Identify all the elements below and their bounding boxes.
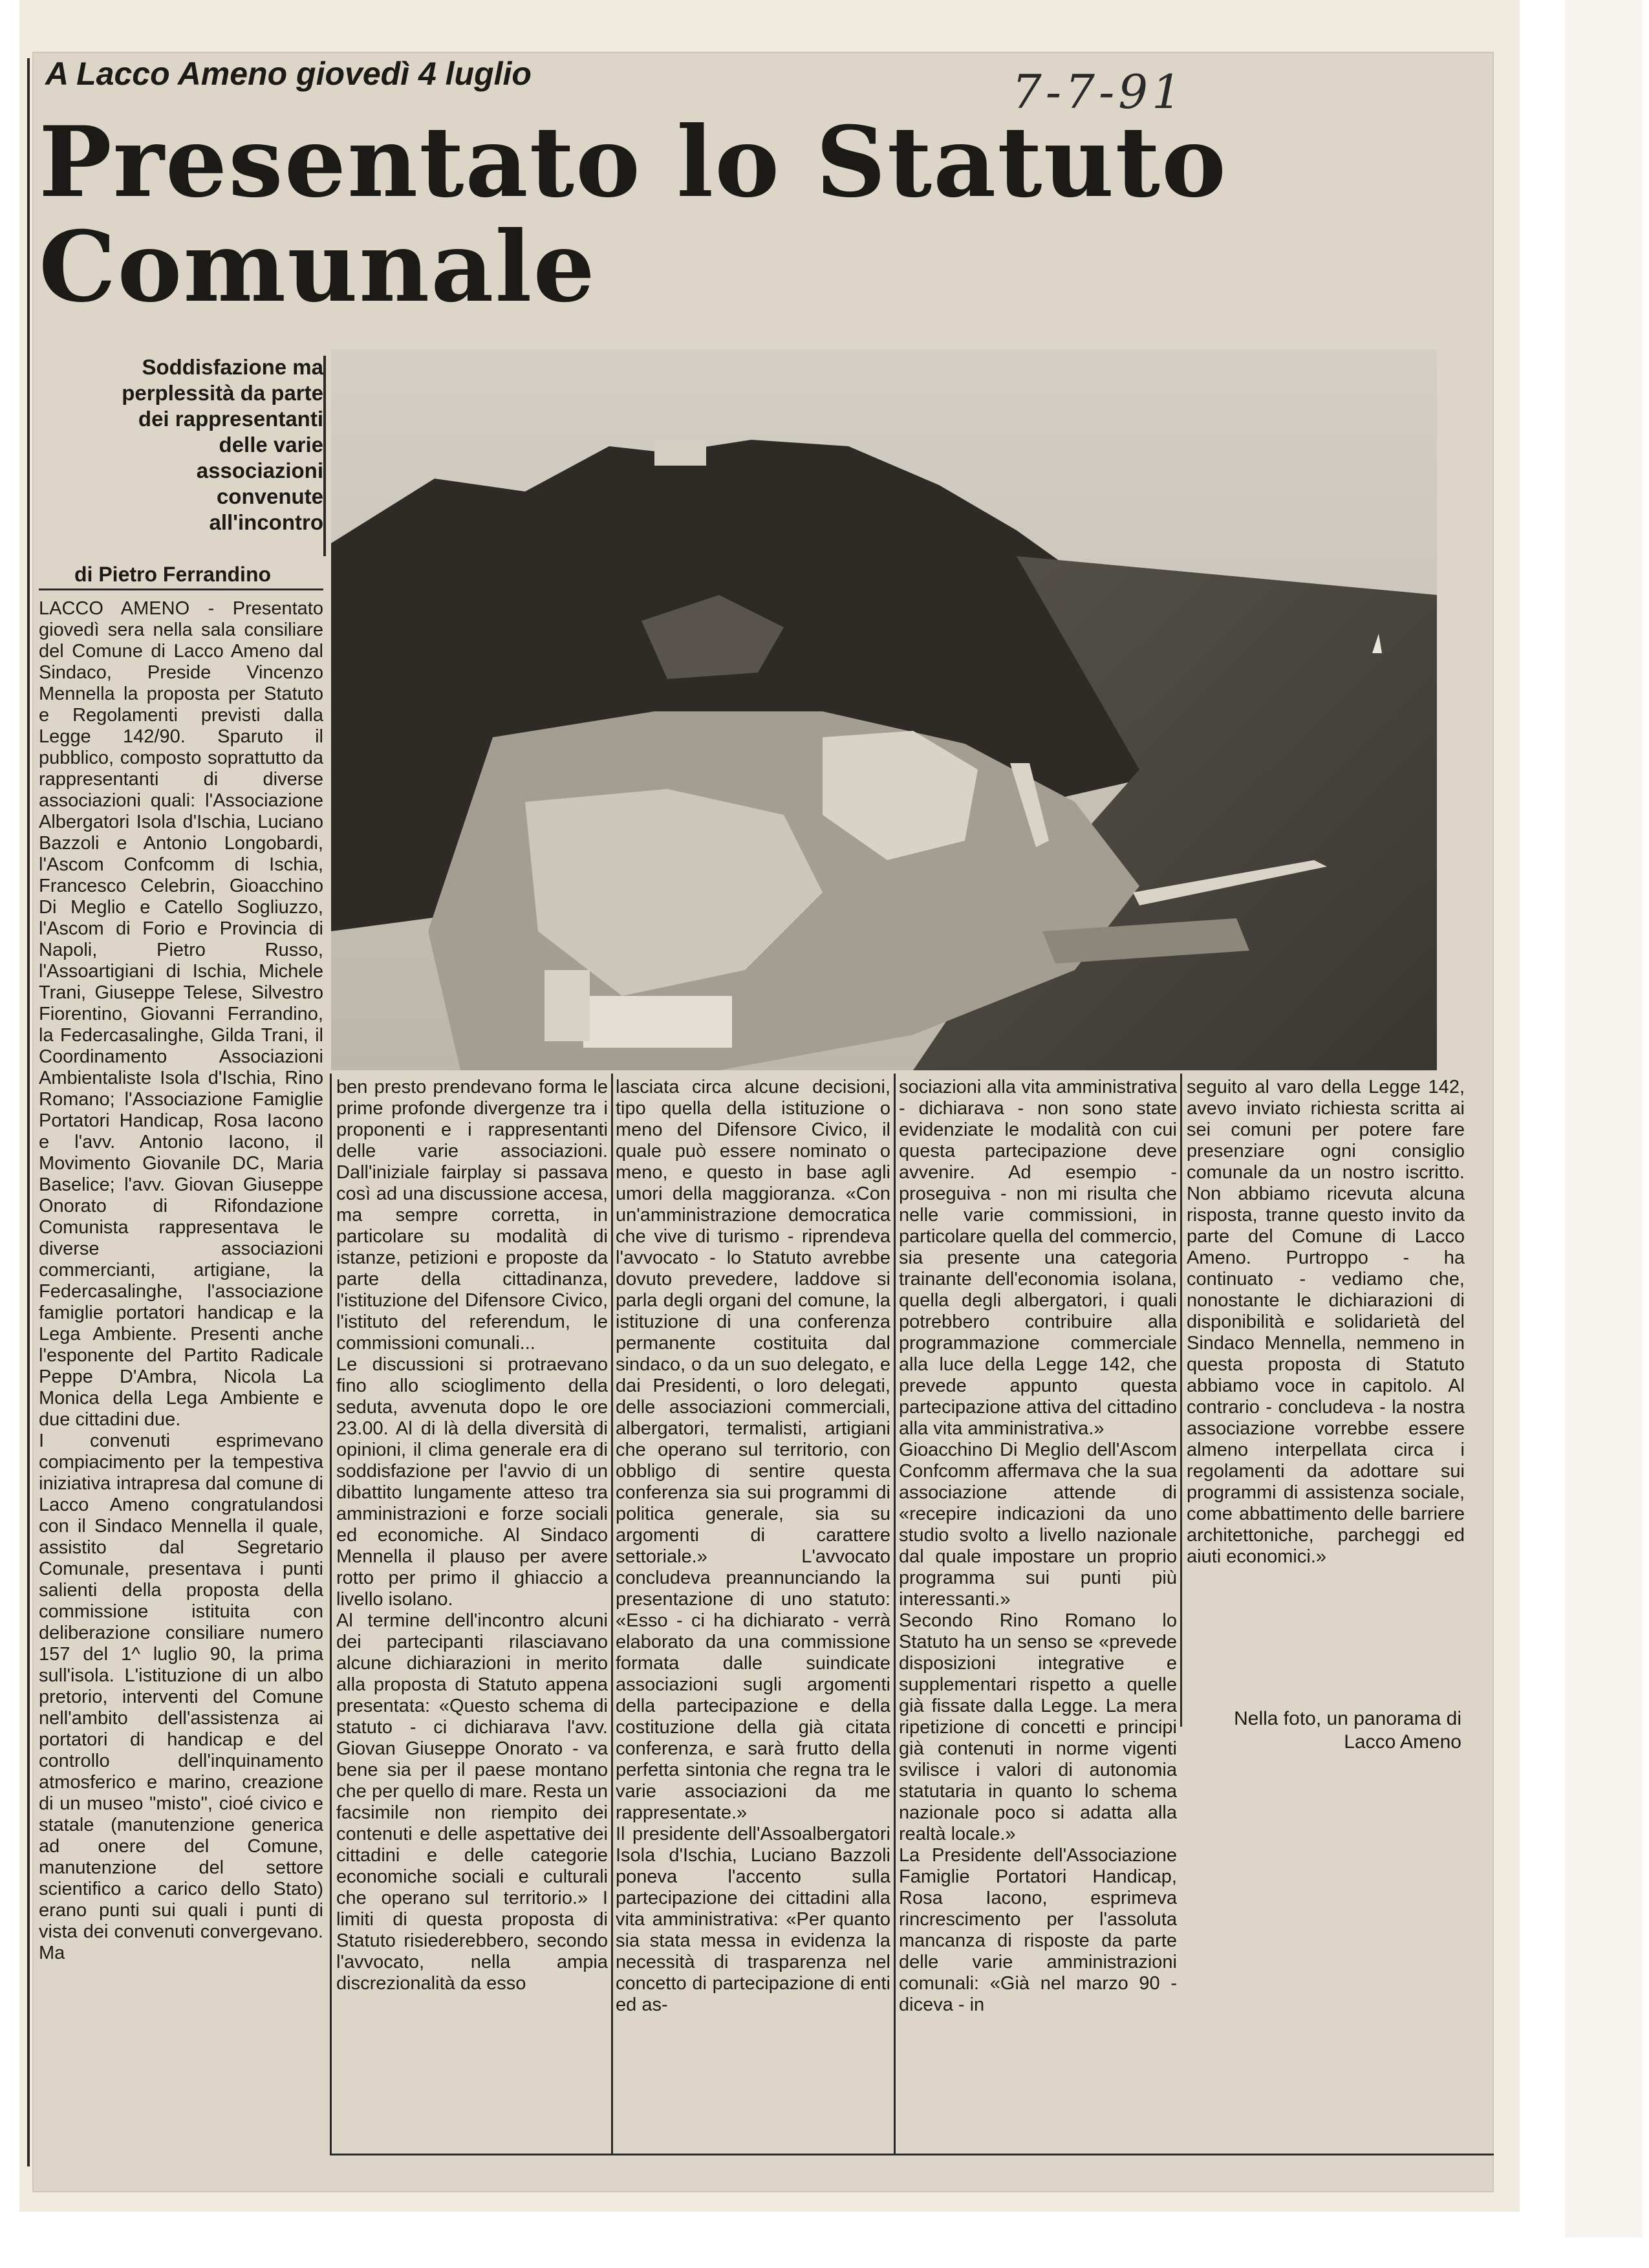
column-rule [611, 1074, 613, 2154]
column-1-paragraph: LACCO AMENO - Presentato giovedì sera nella sala consiliare del Comune di Lacco Ameno dal Sindaco, Preside Vincenzo Mennella la proposta per Statuto e Regolamenti previsti dalla Legge 142/90. Sparuto il pubblico, composto soprattutto da rappresentanti di diverse associazioni quali: l'Associazione Albergatori Isola d'Ischia, Luciano Bazzoli e Antonio Longobardi, l'Ascom Confcomm di Ischia, Francesco Celebrin, Gioacchino Di Meglio e Catello Sogliuzzo, l'Ascom di Forio e Provincia di Napoli, Pietro Russo, l'Assoartigiani di Ischia, Michele Trani, Giuseppe Telese, Silvestro Fiorentino, Giovanni Ferrandino, la Federcasalinghe, Gilda Trani, il Coordinamento Associazioni Ambientaliste Isola d'Ischia, Rino Romano; l'Associazione Famiglie Portatori Handicap, Rosa Iacono e l'avv. Antonio Iacono, il Movimento Giovanile DC, Maria Baselice; l'avv. Giovan Giuseppe Onorato di Rifondazione Comunista rappresentava le diverse associazioni commercianti, artigiane, la Federcasalinghe, l'associazione famiglie portatori handicap e la Lega Ambiente. Presenti anche l'esponente del Partito Radicale Peppe D'Ambra, Nicola La Monica della Lega Ambiente e due cittadini due. [39, 598, 323, 1430]
byline-rule [39, 589, 323, 590]
column-4-paragraph: La Presidente dell'Associazione Famiglie Portatori Handicap, Rosa Iacono, esprimeva rincrescimento per l'assoluta mancanza di risposte da parte delle varie amministrazioni comunali: «Già nel marzo 90 - diceva - in [899, 1845, 1177, 2015]
column-rule [330, 1074, 332, 2154]
column-3-paragraph: lasciata circa alcune decisioni, tipo quella della istituzione o meno del Difensore Civico, il quale può essere nominato o meno, e questo in base agli umori della maggioranza. «Con un'amministrazione democratica che vive di turismo - riprendeva l'avvocato - lo Statuto avrebbe dovuto prevedere, laddove si parla degli organi del comune, la istituzione di una conferenza permanente costituita dal sindaco, o da un suo delegato, e dai Presidenti, o loro delegati, delle associazioni commerciali, albergatori, termalisti, artigiani che operano sul territorio, con obbligo di sentire questa conferenza sia sui programmi di politica generale, sia su argomenti di carattere settoriale.» L'avvocato concludeva preannunciando la presentazione di uno statuto: «Esso - ci ha dichiarato - verrà elaborato da una commissione formata dalle suindicate associazioni sugli argomenti della partecipazione e della costituzione della già citata conferenza, e sarà frutto della perfetta sintonia che regna tra le varie associazioni da me rappresentate.» [616, 1077, 890, 1823]
article-column-2 [336, 1077, 608, 1994]
column-3-paragraph: Il presidente dell'Assoalbergatori Isola d'Ischia, Luciano Bazzoli poneva l'accento sulla partecipazione dei cittadini alla vita amministrativa: «Per quanto sia stata messa in evidenza la necessità di trasparenza nel concetto di partecipazione di enti ed as- [616, 1824, 890, 2015]
article-column-4 [899, 1077, 1177, 2016]
column-rule [894, 1074, 896, 2154]
column-5-paragraph: seguito al varo della Legge 142, avevo inviato richiesta scritta ai sei comuni per potere fare presenziare ogni consiglio comunale da un nostro iscritto. Non abbiamo ricevuta alcuna risposta, tranne questo invito da parte del Comune di Lacco Ameno. Purtroppo - ha continuato - vediamo che, nonostante le dichiarazioni di disponibilità e solidarietà del Sindaco Mennella, nemmeno in questa proposta di Statuto abbiamo voce in capitolo. Al contrario - concludeva - la nostra associazione vorrebbe essere almeno interpellata circa i regolamenti da adottare sui programmi di assistenza sociale, come abbattimento delle barriere architettoniche, parcheggi ed aiuti economici.» [1187, 1077, 1465, 1567]
headline-line-1: Presentato lo Statuto [39, 105, 1227, 219]
column-rule [1180, 1074, 1182, 1727]
photo-caption: Nella foto, un panorama di Lacco Ameno [1234, 1708, 1461, 1753]
column-2-paragraph: Al termine dell'incontro alcuni dei partecipanti rilasciavano alcune dichiarazioni in merito alla proposta di Statuto appena presentata: «Questo schema di statuto - ci dichiarava l'avv. Giovan Giuseppe Onorato - va bene sia per il paese montano che per quello di mare. Resta un facsimile non riempito dei contenuti e delle aspettative dei cittadini e delle categorie economiche sociali e culturali che operano sul territorio.» I limiti di questa proposta di Statuto risiederebbero, secondo l'avvocato, nella ampia discrezionalità da esso [336, 1610, 608, 1994]
article-column-3 [616, 1077, 890, 2016]
column-4-paragraph: Secondo Rino Romano lo Statuto ha un senso se «prevede disposizioni integrative e supplementari rispetto a quelle già fissate dalla Legge. La mera ripetizione di concetti e principi già contenuti in norme vigenti svilisce i valori di autonomia statutaria in quanto lo schema nazionale poco si adatta alla realtà locale.» [899, 1610, 1177, 1844]
byline: di Pietro Ferrandino [74, 563, 272, 586]
article-column-5 [1187, 1077, 1465, 1568]
column-4-paragraph: Gioacchino Di Meglio dell'Ascom Confcomm affermava che la sua associazione attende di «recepire indicazioni da uno studio svolto a livello nazionale dal quale impostare un proprio programma sui punti più interessanti.» [899, 1440, 1177, 1610]
panorama-photo [331, 349, 1437, 1070]
bottom-rule [330, 2154, 1494, 2155]
headline [39, 105, 1227, 324]
subheadline-rule [323, 356, 326, 556]
subheadline: Soddisfazione ma perplessità da parte dei rappresentanti delle varie associazioni convenute all'incontro [122, 355, 323, 534]
paper-edge [1565, 0, 1643, 2238]
column-4-paragraph: sociazioni alla vita amministrativa - dichiarava - non sono state evidenziate le modalità con cui questa partecipazione deve avvenire. Ad esempio - proseguiva - non mi risulta che nelle varie commissioni, in particolare quella del commercio, sia presente una categoria trainante dell'economia isolana, quella degli albergatori, i quali potrebbero contribuire alla programmazione commerciale alla luce della Legge 142, che prevede appunto questa partecipazione attiva del cittadino alla vita amministrativa.» [899, 1077, 1177, 1439]
article-column-1 [39, 598, 323, 1964]
column-2-paragraph: ben presto prendevano forma le prime profonde divergenze tra i proponenti e i rappresentanti delle varie associazioni. Dall'iniziale fairplay si passava così ad una discussione accesa, ma sempre corretta, in particolare su modalità di istanze, petizioni e proposte da parte della cittadinanza, l'istituzione del Difensore Civico, l'istituto del referendum, le commissioni comunali... [336, 1077, 608, 1354]
left-border-rule [27, 58, 30, 2166]
column-1-paragraph: I convenuti esprimevano compiacimento per la tempestiva iniziativa intrapresa dal comune di Lacco Ameno congratulandosi con il Sindaco Mennella il quale, assistito dal Segretario Comunale, presentava i punti salienti della proposta della commissione istituita con deliberazione consiliare numero 157 del 1^ luglio 90, la prima sull'isola. L'istituzione di un albo pretorio, interventi del Comune nell'ambito dell'assistenza ai portatori di handicap e del controllo dell'inquinamento atmosferico e marino, creazione di un museo "misto", cioé civico e statale (manutenzione generica ad onere del Comune, manutenzione del settore scientifico a carico dello Stato) erano punti sui quali i punti di vista dei convenuti convergevano. Ma [39, 1431, 323, 1963]
headline-line-2: Comunale [39, 210, 596, 324]
handwritten-date: 7-7-91 [1012, 65, 1185, 119]
kicker: A Lacco Ameno giovedì 4 luglio [45, 56, 532, 92]
column-2-paragraph: Le discussioni si protraevano fino allo scioglimento della seduta, avvenuta dopo le ore 23.00. Al di là della diversità di opinioni, il clima generale era di soddisfazione per l'avvio di un dibattito lungamente atteso tra amministrazioni e forze sociali ed economiche. Al Sindaco Mennella il plauso per avere rotto per primo il ghiaccio a livello isolano. [336, 1354, 608, 1610]
